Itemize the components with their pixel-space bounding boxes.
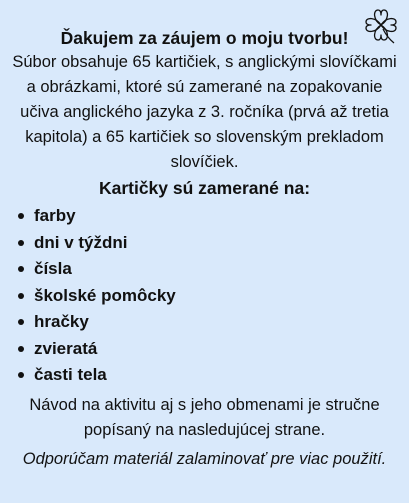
- list-item: [18, 230, 403, 257]
- instructions-note: Návod na aktivitu aj s jeho obmenami je stručne popísaný na nasledujúcej strane.: [29, 395, 380, 439]
- topics-heading: Kartičky sú zamerané na:: [98, 178, 311, 198]
- list-item: [18, 283, 403, 310]
- topic-label: hračky: [34, 312, 89, 331]
- topic-label: dni v týždni: [34, 232, 128, 252]
- recommendation-note: Odporúčam materiál zalaminovať pre viac použití.: [22, 449, 387, 468]
- bullet-icon: [18, 266, 24, 272]
- topic-label: zvieratá: [34, 338, 98, 358]
- topic-label: časti tela: [34, 365, 107, 384]
- intro-paragraph: Súbor obsahuje 65 kartičiek, s anglickými slovíčkami a obrázkami, ktoré sú zamerané na zopakovanie učiva anglického jazyka z 3. ročníka (prvá až tretia kapitola) a 65 kartičiek so slovenským prekladom slovíčiek.: [12, 53, 397, 171]
- bullet-icon: [18, 240, 24, 246]
- list-item: [18, 336, 403, 363]
- page-title: Ďakujem za záujem o moju tvorbu!: [60, 28, 349, 48]
- bullet-icon: [18, 372, 24, 378]
- bullet-icon: [18, 319, 24, 325]
- bullet-icon: [18, 213, 24, 219]
- bullet-icon: [18, 346, 24, 352]
- list-item: [18, 256, 403, 283]
- topic-label: školské pomôcky: [34, 285, 176, 305]
- topics-list: [6, 203, 403, 389]
- topic-label: čísla: [34, 259, 72, 278]
- list-item: [18, 203, 403, 230]
- list-item: [18, 309, 403, 336]
- bullet-icon: [18, 293, 24, 299]
- list-item: [18, 362, 403, 389]
- topic-label: farby: [34, 206, 76, 225]
